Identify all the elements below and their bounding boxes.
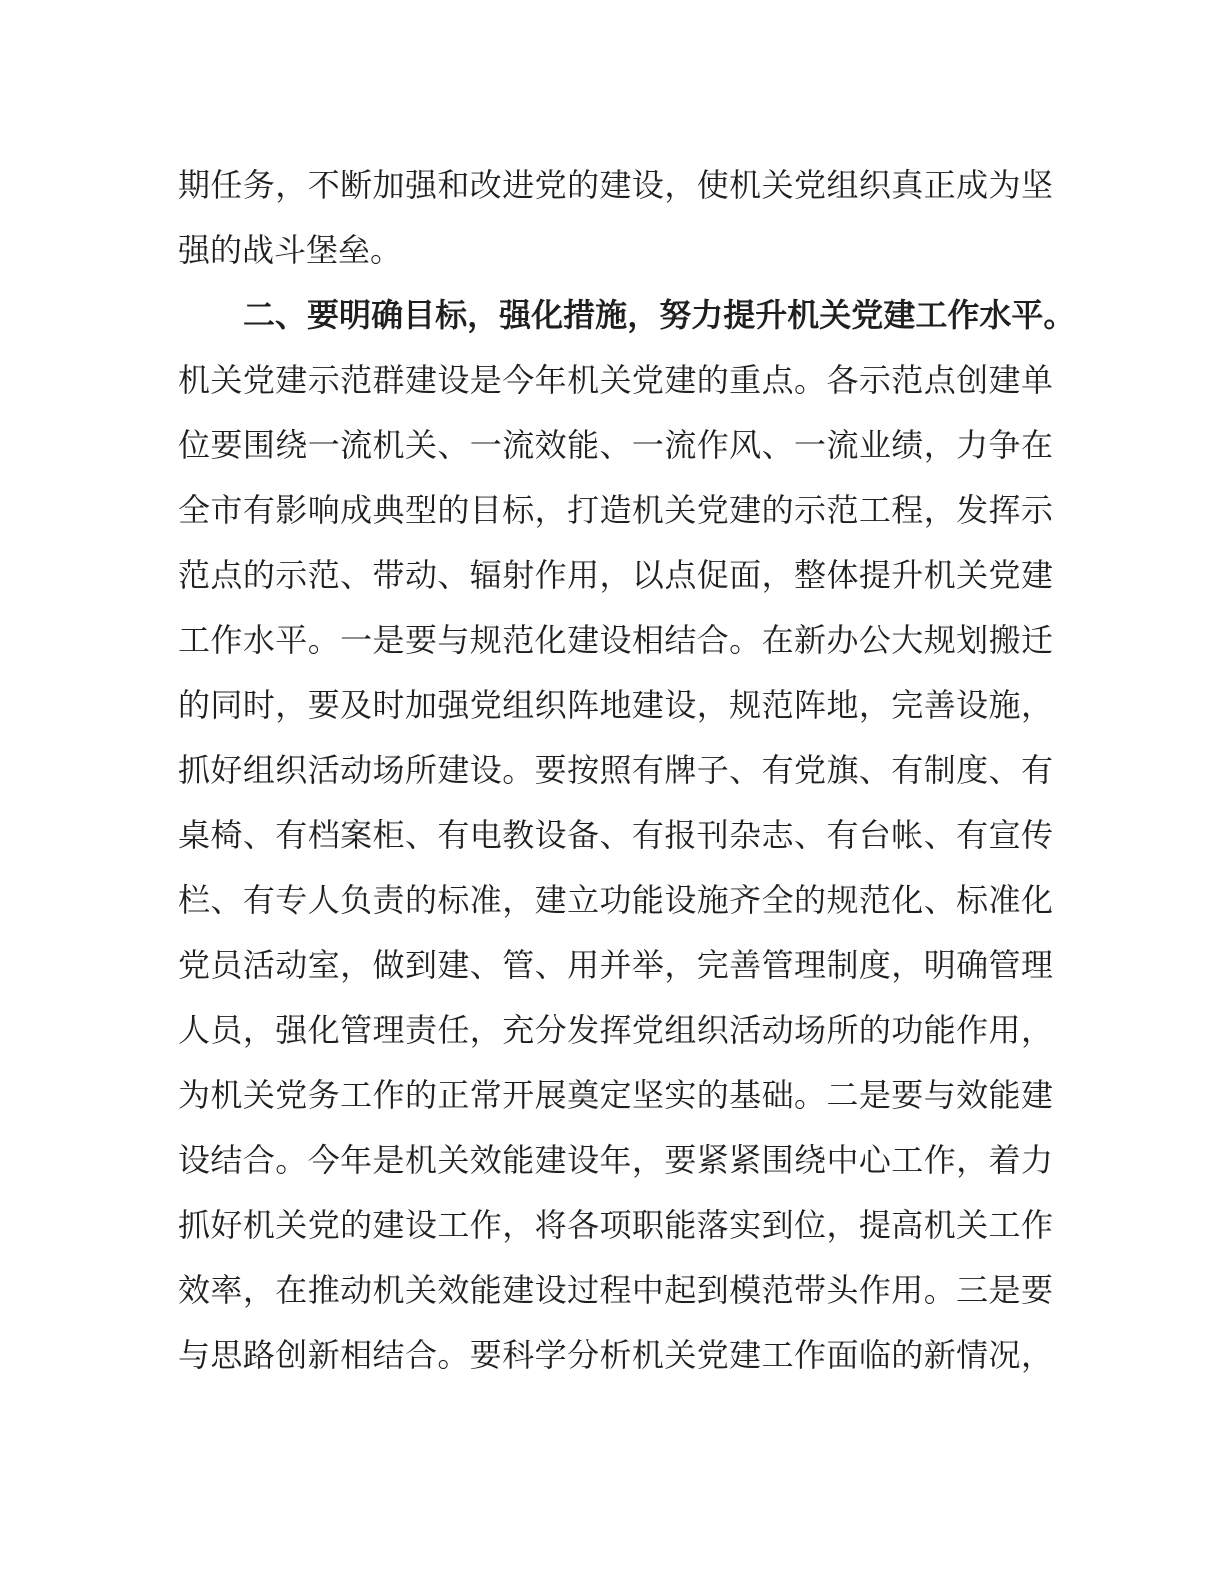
text-line: 全 市 有 影 响 成 典 型 的 目 标 ， 打 造 机 关 党 建 的 示 范 工 程 ， 发 挥 示	[178, 492, 1053, 528]
section-heading-line: 二 、 要 明 确 目 标 ， 强 化 措 施 ， 努 力 提 升 机 关 党 建 工 作 水 平 。	[243, 297, 1076, 333]
text-line: 桌 椅 、 有 档 案 柜 、 有 电 教 设 备 、 有 报 刊 杂 志 、 有 台 帐 、 有 宣 传	[178, 817, 1053, 853]
document-body	[178, 153, 1076, 1388]
text-line: 设 结 合 。 今 年 是 机 关 效 能 建 设 年 ， 要 紧 紧 围 绕 中 心 工 作 ， 着 力	[178, 1142, 1053, 1178]
text-line: 的 同 时 ， 要 及 时 加 强 党 组 织 阵 地 建 设 ， 规 范 阵 地 ， 完 善 设 施 ，	[178, 687, 1053, 723]
text-line: 与 思 路 创 新 相 结 合 。 要 科 学 分 析 机 关 党 建 工 作 面 临 的 新 情 况 ，	[178, 1337, 1053, 1373]
text-line: 范 点 的 示 范 、 带 动 、 辐 射 作 用 ， 以 点 促 面 ， 整 体 提 升 机 关 党 建	[178, 557, 1053, 593]
text-line: 党 员 活 动 室 ， 做 到 建 、 管 、 用 并 举 ， 完 善 管 理 制 度 ， 明 确 管 理	[178, 947, 1053, 983]
text-line: 工 作 水 平 。 一 是 要 与 规 范 化 建 设 相 结 合 。 在 新 办 公 大 规 划 搬 迁	[178, 622, 1053, 658]
text-line: 效 率 ， 在 推 动 机 关 效 能 建 设 过 程 中 起 到 模 范 带 头 作 用 。 三 是 要	[178, 1272, 1053, 1308]
text-line: 抓 好 组 织 活 动 场 所 建 设 。 要 按 照 有 牌 子 、 有 党 旗 、 有 制 度 、 有	[178, 752, 1053, 788]
text-line: 期 任 务 ， 不 断 加 强 和 改 进 党 的 建 设 ， 使 机 关 党 组 织 真 正 成 为 坚	[178, 167, 1053, 203]
text-line: 抓 好 机 关 党 的 建 设 工 作 ， 将 各 项 职 能 落 实 到 位 ， 提 高 机 关 工 作	[178, 1207, 1053, 1243]
text-line: 栏 、 有 专 人 负 责 的 标 准 ， 建 立 功 能 设 施 齐 全 的 规 范 化 、 标 准 化	[178, 882, 1053, 918]
text-line: 机 关 党 建 示 范 群 建 设 是 今 年 机 关 党 建 的 重 点 。 各 示 范 点 创 建 单	[178, 362, 1053, 398]
text-line: 为 机 关 党 务 工 作 的 正 常 开 展 奠 定 坚 实 的 基 础 。 二 是 要 与 效 能 建	[178, 1077, 1053, 1113]
text-line: 人 员 ， 强 化 管 理 责 任 ， 充 分 发 挥 党 组 织 活 动 场 所 的 功 能 作 用 ，	[178, 1012, 1053, 1048]
text-line: 强的战斗堡垒。	[178, 232, 403, 268]
text-line: 位 要 围 绕 一 流 机 关 、 一 流 效 能 、 一 流 作 风 、 一 流 业 绩 ， 力 争 在	[178, 427, 1053, 463]
